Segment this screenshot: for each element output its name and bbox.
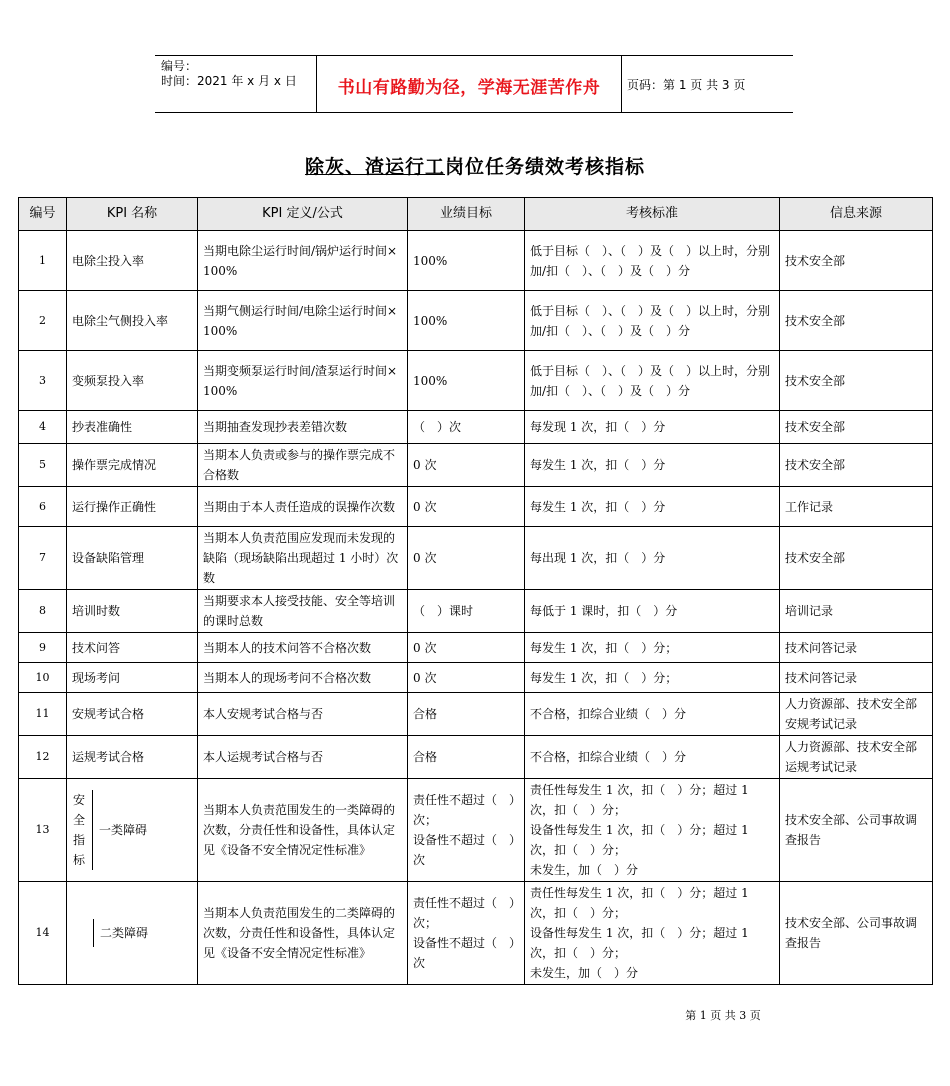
- cell-kpi-name: [67, 882, 198, 985]
- cell-kpi-definition: 本人运规考试合格与否: [198, 736, 408, 779]
- cell-kpi-name: 技术问答: [67, 633, 198, 663]
- cell-no: 5: [19, 444, 67, 487]
- cell-no: 7: [19, 527, 67, 590]
- table-row: [19, 411, 933, 444]
- title-position: 除灰、渣运行工: [304, 156, 445, 178]
- cell-target: 合格: [408, 693, 525, 736]
- cell-source: 技术安全部: [780, 231, 933, 291]
- header-page-info: 页码：第 1 页 共 3 页: [627, 78, 746, 92]
- safety-kpi-name: 一类障碍: [99, 823, 148, 837]
- safety-category-cell: [67, 919, 94, 947]
- cell-target: 责任性不超过（ ）次； 设备性不超过（ ）次: [408, 779, 525, 882]
- cell-standard: 每发生 1 次，扣（ ）分；: [525, 633, 780, 663]
- header-cell-standard: 考核标准: [525, 198, 780, 231]
- cell-standard: 低于目标（ ）、（ ）及（ ）以上时，分别加/扣（ ）、（ ）及（ ）分: [525, 231, 780, 291]
- cell-no: 9: [19, 633, 67, 663]
- header-cell-name: KPI 名称: [67, 198, 198, 231]
- cell-no: 1: [19, 231, 67, 291]
- cell-source: 技术安全部: [780, 351, 933, 411]
- cell-no: 13: [19, 779, 67, 882]
- header-cell-no: 编号: [19, 198, 67, 231]
- kpi-table: [18, 197, 933, 985]
- cell-kpi-definition: 当期本人的技术问答不合格次数: [198, 633, 408, 663]
- cell-kpi-definition: 当期本人负责或参与的操作票完成不合格数: [198, 444, 408, 487]
- cell-source: 技术问答记录: [780, 663, 933, 693]
- cell-standard: 低于目标（ ）、（ ）及（ ）以上时，分别加/扣（ ）、（ ）及（ ）分: [525, 291, 780, 351]
- table-row: [19, 693, 933, 736]
- cell-target: 0 次: [408, 633, 525, 663]
- cell-kpi-definition: 当期本人的现场考问不合格次数: [198, 663, 408, 693]
- cell-target: 0 次: [408, 663, 525, 693]
- cell-target: 100%: [408, 291, 525, 351]
- cell-kpi-name: 现场考问: [67, 663, 198, 693]
- table-body: [19, 231, 933, 985]
- cell-source: 技术问答记录: [780, 633, 933, 663]
- header-divider: [621, 56, 622, 112]
- cell-source: 人力资源部、技术安全部安规考试记录: [780, 693, 933, 736]
- document-title: [0, 152, 950, 179]
- cell-source: 技术安全部: [780, 411, 933, 444]
- table-row: [19, 882, 933, 985]
- table-row: [19, 779, 933, 882]
- cell-target: 100%: [408, 351, 525, 411]
- cell-kpi-definition: 当期要求本人接受技能、安全等培训的课时总数: [198, 590, 408, 633]
- cell-source: 技术安全部: [780, 291, 933, 351]
- cell-standard: 每发生 1 次，扣（ ）分；: [525, 663, 780, 693]
- table-row: [19, 633, 933, 663]
- cell-standard: 低于目标（ ）、（ ）及（ ）以上时，分别加/扣（ ）、（ ）及（ ）分: [525, 351, 780, 411]
- table-row: [19, 590, 933, 633]
- cell-source: 培训记录: [780, 590, 933, 633]
- table-row: [19, 351, 933, 411]
- header-cell-source: 信息来源: [780, 198, 933, 231]
- cell-no: 4: [19, 411, 67, 444]
- cell-source: 人力资源部、技术安全部运规考试记录: [780, 736, 933, 779]
- cell-source: 工作记录: [780, 487, 933, 527]
- table-row: [19, 231, 933, 291]
- cell-kpi-name: 培训时数: [67, 590, 198, 633]
- cell-target: （ ）课时: [408, 590, 525, 633]
- cell-no: 6: [19, 487, 67, 527]
- cell-kpi-name: 电除尘投入率: [67, 231, 198, 291]
- cell-source: 技术安全部、公司事故调查报告: [780, 882, 933, 985]
- cell-kpi-name: 变频泵投入率: [67, 351, 198, 411]
- cell-target: 0 次: [408, 527, 525, 590]
- cell-no: 12: [19, 736, 67, 779]
- page-footer: [0, 1007, 950, 1023]
- cell-kpi-definition: 本人安规考试合格与否: [198, 693, 408, 736]
- cell-no: 3: [19, 351, 67, 411]
- header-motto: 书山有路勤为径，学海无涯苦作舟: [337, 78, 601, 98]
- page-header: [155, 55, 793, 113]
- cell-kpi-name: 操作票完成情况: [67, 444, 198, 487]
- table-header-row: [19, 198, 933, 231]
- cell-source: 技术安全部: [780, 444, 933, 487]
- code-label: 编号：: [161, 59, 198, 73]
- cell-standard: 每低于 1 课时，扣（ ）分: [525, 590, 780, 633]
- cell-no: 8: [19, 590, 67, 633]
- cell-kpi-definition: 当期气侧运行时间/电除尘运行时间×100%: [198, 291, 408, 351]
- cell-kpi-definition: 当期本人负责范围发生的一类障碍的次数，分责任性和设备性，具体认定见《设备不安全情况定性标准》: [198, 779, 408, 882]
- cell-source: 技术安全部、公司事故调查报告: [780, 779, 933, 882]
- cell-target: （ ）次: [408, 411, 525, 444]
- cell-standard: 不合格，扣综合业绩（ ）分: [525, 693, 780, 736]
- safety-kpi-name: 二类障碍: [100, 926, 149, 940]
- cell-standard: 不合格，扣综合业绩（ ）分: [525, 736, 780, 779]
- cell-kpi-name: 抄表准确性: [67, 411, 198, 444]
- cell-target: 0 次: [408, 487, 525, 527]
- time-label: 时间：2021 年 x 月 x 日: [161, 74, 297, 88]
- cell-kpi-name: 运规考试合格: [67, 736, 198, 779]
- cell-kpi-name: 运行操作正确性: [67, 487, 198, 527]
- table-row: [19, 663, 933, 693]
- cell-kpi-definition: 当期电除尘运行时间/锅炉运行时间×100%: [198, 231, 408, 291]
- cell-kpi-name: 电除尘气侧投入率: [67, 291, 198, 351]
- cell-standard: 责任性每发生 1 次，扣（ ）分；超过 1 次，扣（ ）分； 设备性每发生 1 次，扣（ ）分；超过 1 次，扣（ ）分； 未发生，加（ ）分: [525, 882, 780, 985]
- header-cell-target: 业绩目标: [408, 198, 525, 231]
- cell-target: 100%: [408, 231, 525, 291]
- cell-no: 14: [19, 882, 67, 985]
- table-row: [19, 291, 933, 351]
- table-row: [19, 487, 933, 527]
- cell-target: 合格: [408, 736, 525, 779]
- cell-target: 责任性不超过（ ）次； 设备性不超过（ ）次: [408, 882, 525, 985]
- cell-kpi-name: 设备缺陷管理: [67, 527, 198, 590]
- cell-kpi-definition: 当期抽查发现抄表差错次数: [198, 411, 408, 444]
- cell-no: 2: [19, 291, 67, 351]
- table-row: [19, 527, 933, 590]
- title-rest: 岗位任务绩效考核指标: [445, 156, 646, 178]
- cell-standard: 每发现 1 次，扣（ ）分: [525, 411, 780, 444]
- cell-no: 10: [19, 663, 67, 693]
- cell-kpi-definition: 当期本人负责范围应发现而未发现的缺陷（现场缺陷出现超过 1 小时）次数: [198, 527, 408, 590]
- cell-kpi-definition: 当期变频泵运行时间/渣泵运行时间×100%: [198, 351, 408, 411]
- cell-kpi-definition: 当期由于本人责任造成的误操作次数: [198, 487, 408, 527]
- table-row: [19, 736, 933, 779]
- table-row: [19, 444, 933, 487]
- cell-no: 11: [19, 693, 67, 736]
- cell-kpi-definition: 当期本人负责范围发生的二类障碍的次数，分责任性和设备性，具体认定见《设备不安全情况定性标准》: [198, 882, 408, 985]
- header-cell-def: KPI 定义/公式: [198, 198, 408, 231]
- cell-standard: 每出现 1 次，扣（ ）分: [525, 527, 780, 590]
- cell-standard: 责任性每发生 1 次，扣（ ）分；超过 1 次，扣（ ）分； 设备性每发生 1 次，扣（ ）分；超过 1 次，扣（ ）分； 未发生，加（ ）分: [525, 779, 780, 882]
- header-meta: [161, 56, 316, 112]
- safety-category-cell: 安全指标: [67, 790, 93, 870]
- cell-kpi-name: 安规考试合格: [67, 693, 198, 736]
- footer-page-number: 第 1 页 共 3 页: [685, 1009, 761, 1022]
- cell-standard: 每发生 1 次，扣（ ）分: [525, 444, 780, 487]
- cell-kpi-name: [67, 779, 198, 882]
- cell-source: 技术安全部: [780, 527, 933, 590]
- cell-standard: 每发生 1 次，扣（ ）分: [525, 487, 780, 527]
- cell-target: 0 次: [408, 444, 525, 487]
